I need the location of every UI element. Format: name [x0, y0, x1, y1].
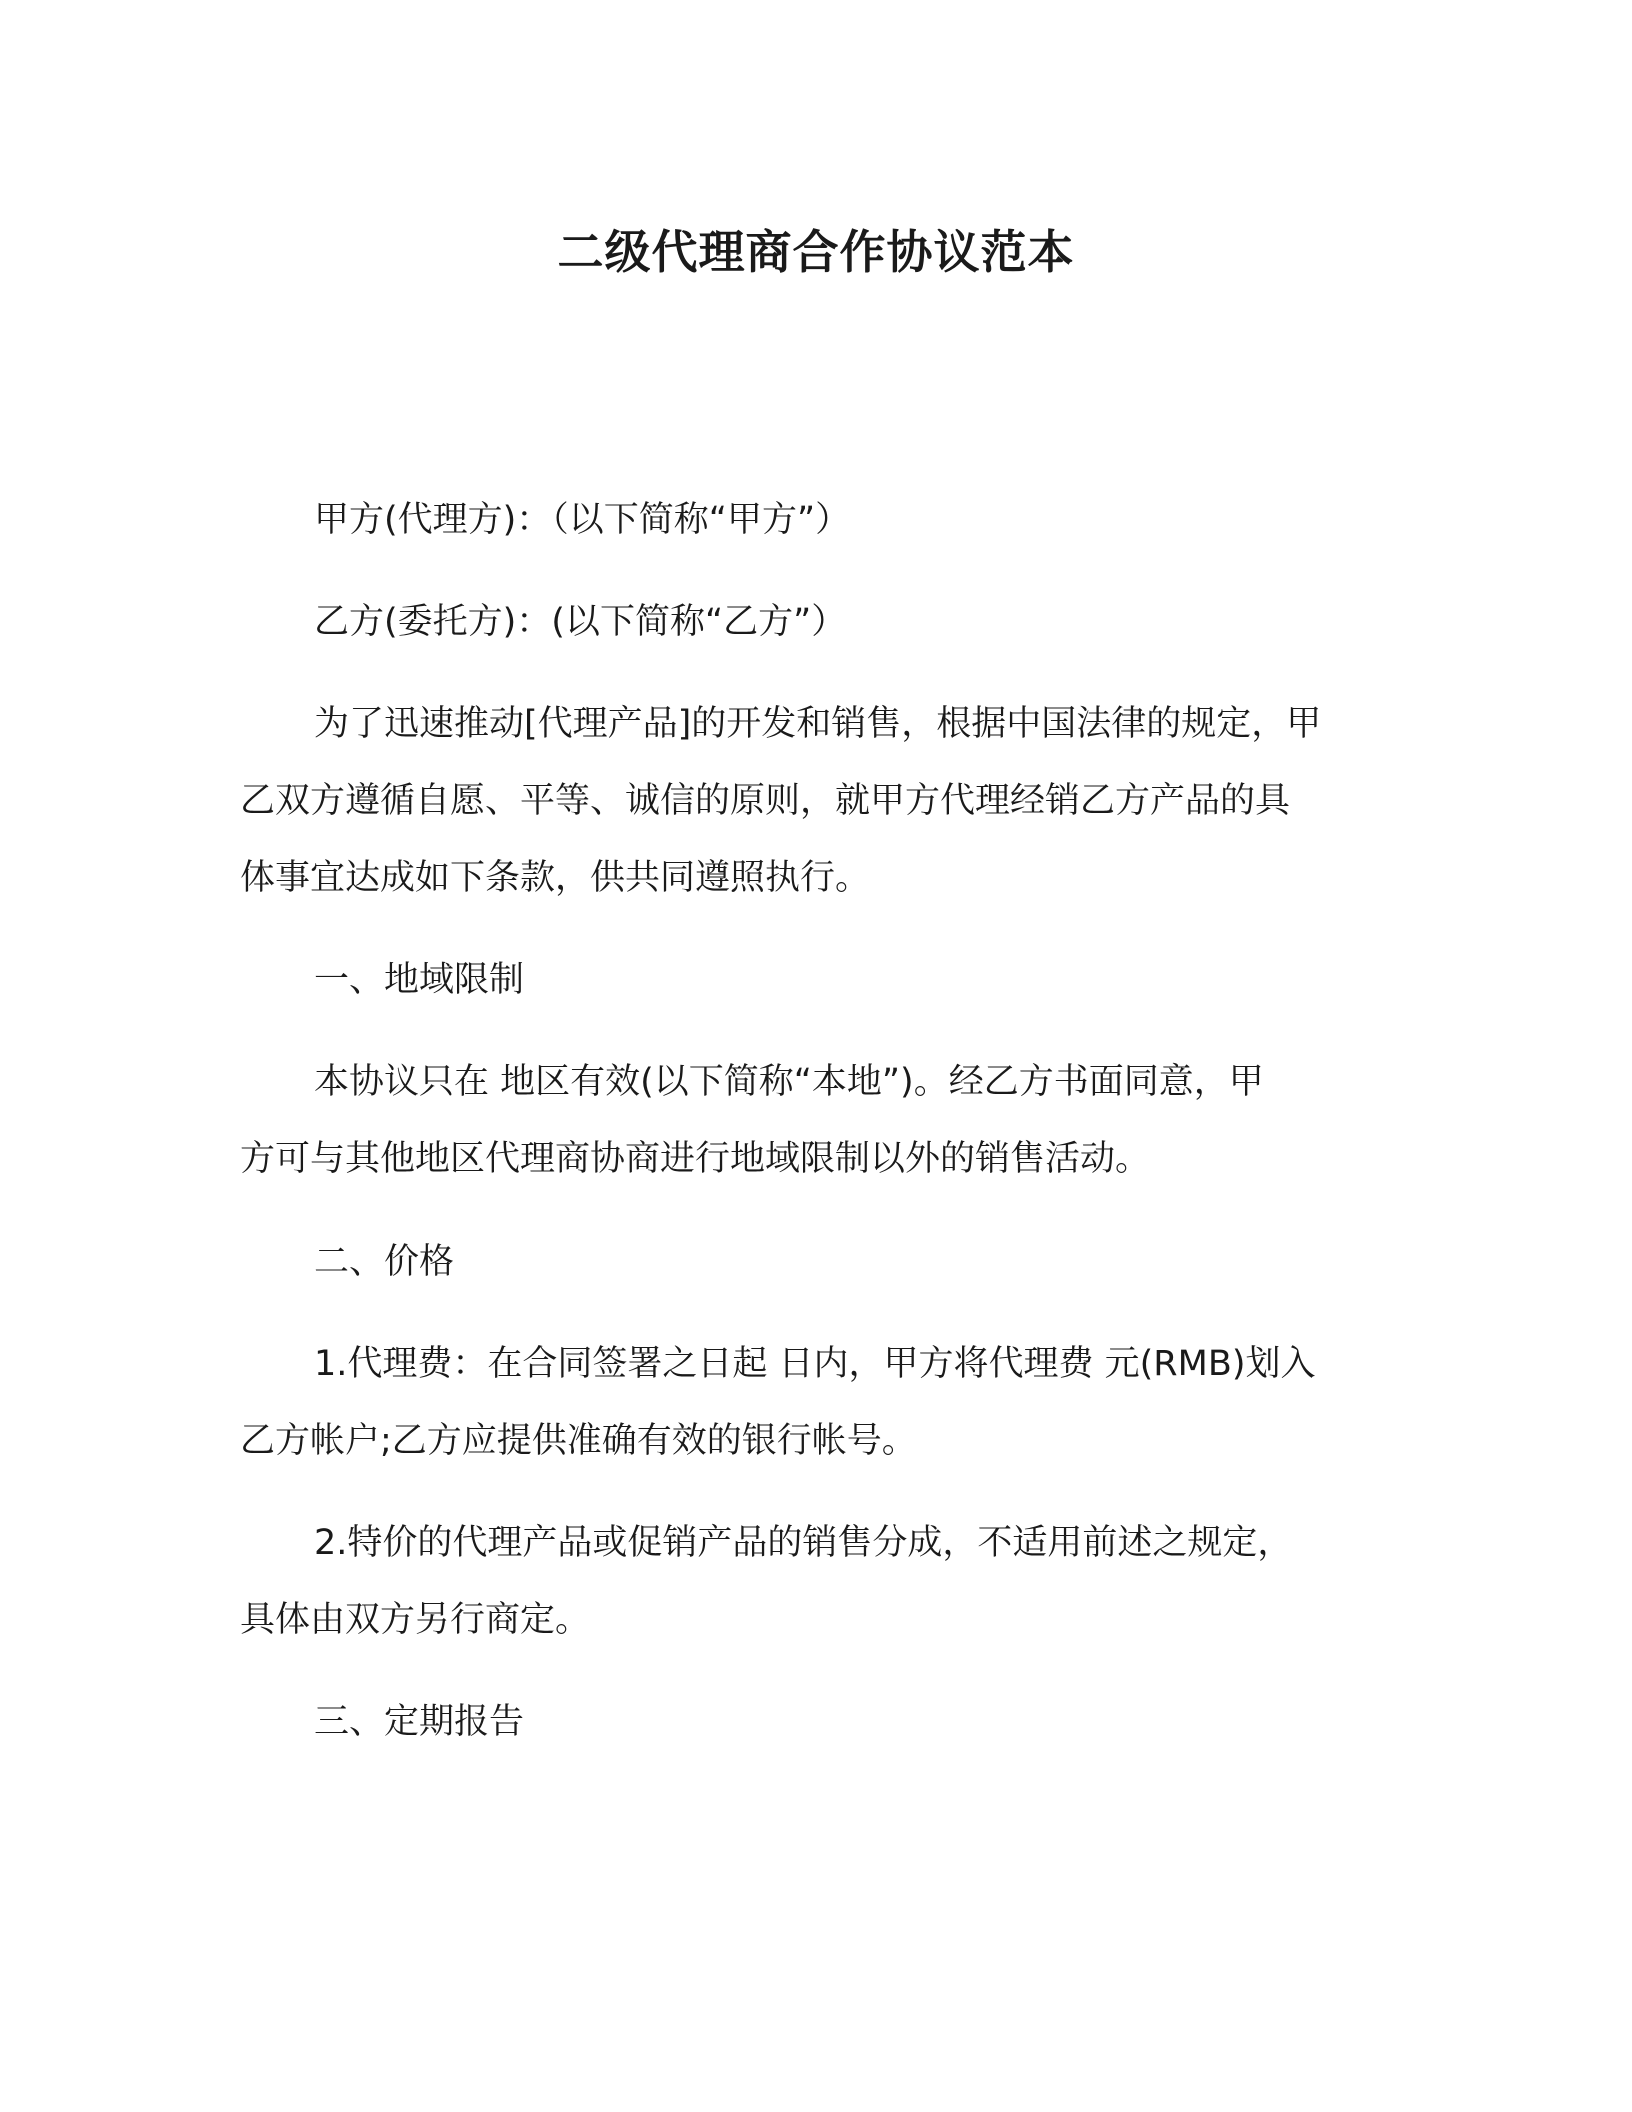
- preamble-line-1: 为了迅速推动[代理产品]的开发和销售，根据中国法律的规定，甲: [314, 704, 1322, 744]
- section-1-line-1: 本协议只在 地区有效(以下简称“本地”)。经乙方书面同意，甲: [314, 1062, 1264, 1102]
- preamble-line-3: 体事宜达成如下条款，供共同遵照执行。: [240, 858, 871, 898]
- section-1-line-2: 方可与其他地区代理商协商进行地域限制以外的销售活动。: [240, 1139, 1151, 1179]
- party-a-line: 甲方(代理方)：（以下简称“甲方”）: [314, 500, 851, 540]
- document-title: 二级代理商合作协议范本: [557, 225, 1075, 279]
- section-3-heading: 三、定期报告: [314, 1702, 525, 1742]
- preamble-line-2: 乙双方遵循自愿、平等、诚信的原则，就甲方代理经销乙方产品的具: [240, 781, 1291, 821]
- party-b-line: 乙方(委托方)：(以下简称“乙方”）: [314, 602, 847, 642]
- section-2-item-1-line-1: 1.代理费：在合同签署之日起 日内，甲方将代理费 元(RMB)划入: [314, 1344, 1316, 1384]
- section-2-item-1-line-2: 乙方帐户;乙方应提供准确有效的银行帐号。: [240, 1421, 917, 1461]
- section-2-item-2-line-1: 2.特价的代理产品或促销产品的销售分成，不适用前述之规定，: [314, 1523, 1293, 1563]
- section-2-heading: 二、价格: [314, 1242, 455, 1282]
- section-2-item-2-line-2: 具体由双方另行商定。: [240, 1600, 591, 1640]
- section-1-heading: 一、地域限制: [314, 960, 525, 1000]
